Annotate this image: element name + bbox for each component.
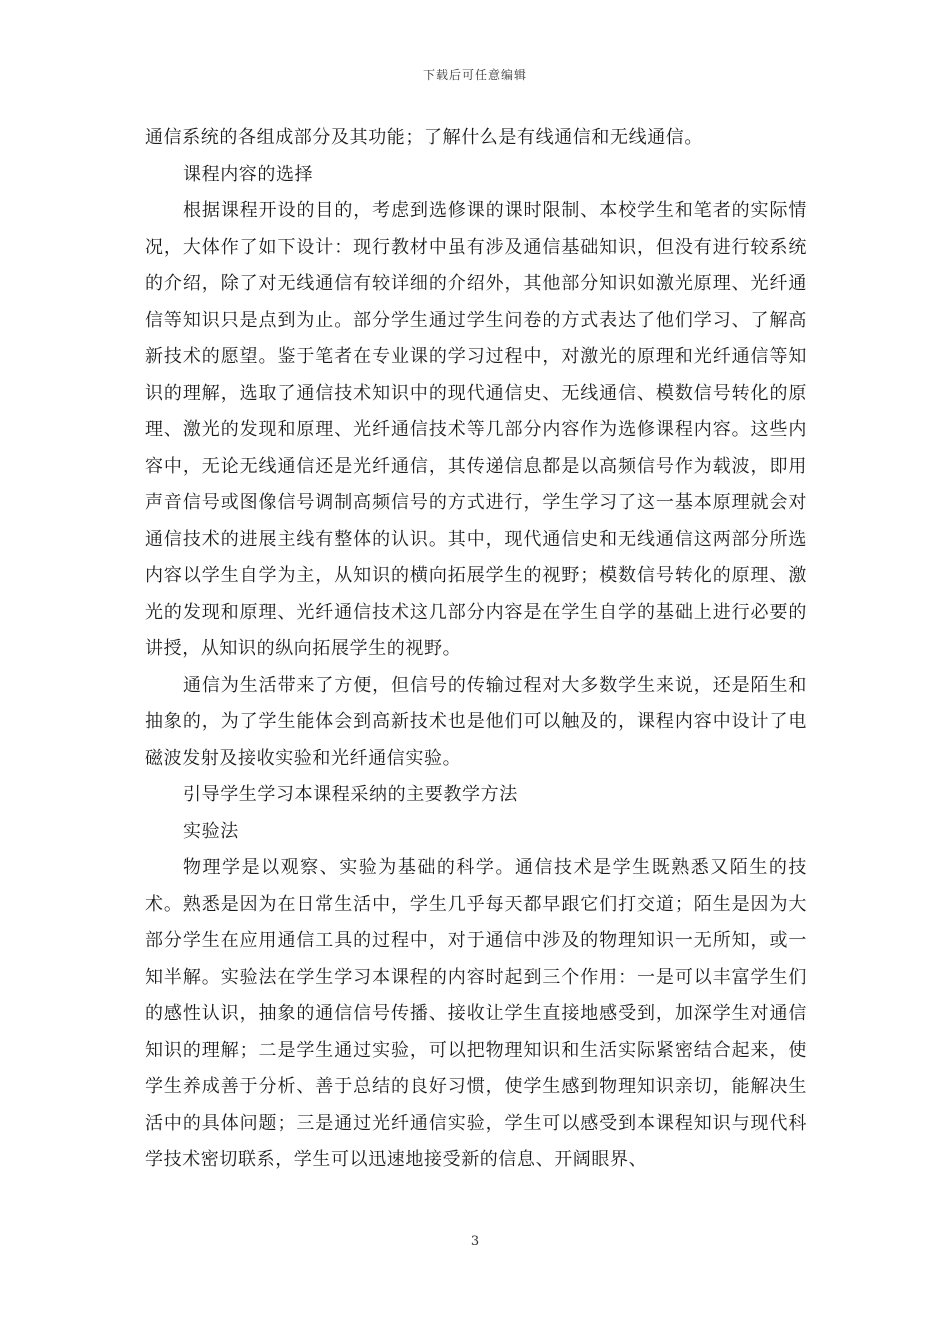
- paragraph-continuation: 通信系统的各组成部分及其功能；了解什么是有线通信和无线通信。: [145, 127, 703, 148]
- subsection-heading-experiment-method: 实验法: [183, 820, 239, 842]
- page-header: 下载后可任意编辑: [422, 68, 527, 82]
- paragraph-experiment-method: 物理学是以观察、实验为基础的科学。通信技术是学生既熟悉又陌生的技术。熟悉是因为在日常生活中，学生几乎每天都早跟它们打交道；陌生是因为大部分学生在应用通信工具的过程中，对于通信中涉及的物理知识一无所知，或一知半解。实验法在学生学习本课程的内容时起到三个作用：一是可以丰富学生们的感性认识，抽象的通信信号传播、接收让学生直接地感受到，加深学生对通信知识的理解；二是学生通过实验，可以把物理知识和生活实际紧密结合起来，使学生养成善于分析、善于总结的良好习惯，使学生感到物理知识亲切，能解决生活中的具体问题；三是通过光纤通信实验，学生可以感受到本课程知识与现代科学技术密切联系，学生可以迅速地接受新的信息、开阔眼界、: [145, 857, 807, 1170]
- section-heading-teaching-methods: 引导学生学习本课程采纳的主要教学方法: [183, 784, 518, 805]
- document-body: [145, 120, 807, 1179]
- section-heading-course-content: 课程内容的选择: [183, 163, 314, 185]
- page-number: 3: [470, 1234, 480, 1249]
- paragraph-experiments: 通信为生活带来了方便，但信号的传输过程对大多数学生来说，还是陌生和抽象的，为了学生能体会到高新技术也是他们可以触及的，课程内容中设计了电磁波发射及接收实验和光纤通信实验。: [145, 674, 807, 769]
- paragraph-course-design: 根据课程开设的目的，考虑到选修课的课时限制、本校学生和笔者的实际情况，大体作了如下设计：现行教材中虽有涉及通信基础知识，但没有进行较系统的介绍，除了对无线通信有较详细的介绍外，其他部分知识如激光原理、光纤通信等知识只是点到为止。部分学生通过学生问卷的方式表达了他们学习、了解高新技术的愿望。鉴于笔者在专业课的学习过程中，对激光的原理和光纤通信等知识的理解，选取了通信技术知识中的现代通信史、无线通信、模数信号转化的原理、激光的发现和原理、光纤通信技术等几部分内容作为选修课程内容。这些内容中，无论无线通信还是光纤通信，其传递信息都是以高频信号作为载波，即用声音信号或图像信号调制高频信号的方式进行，学生学习了这一基本原理就会对通信技术的进展主线有整体的认识。其中，现代通信史和无线通信这两部分所选内容以学生自学为主，从知识的横向拓展学生的视野；模数信号转化的原理、激光的发现和原理、光纤通信技术这几部分内容是在学生自学的基础上进行必要的讲授，从知识的纵向拓展学生的视野。: [145, 200, 807, 659]
